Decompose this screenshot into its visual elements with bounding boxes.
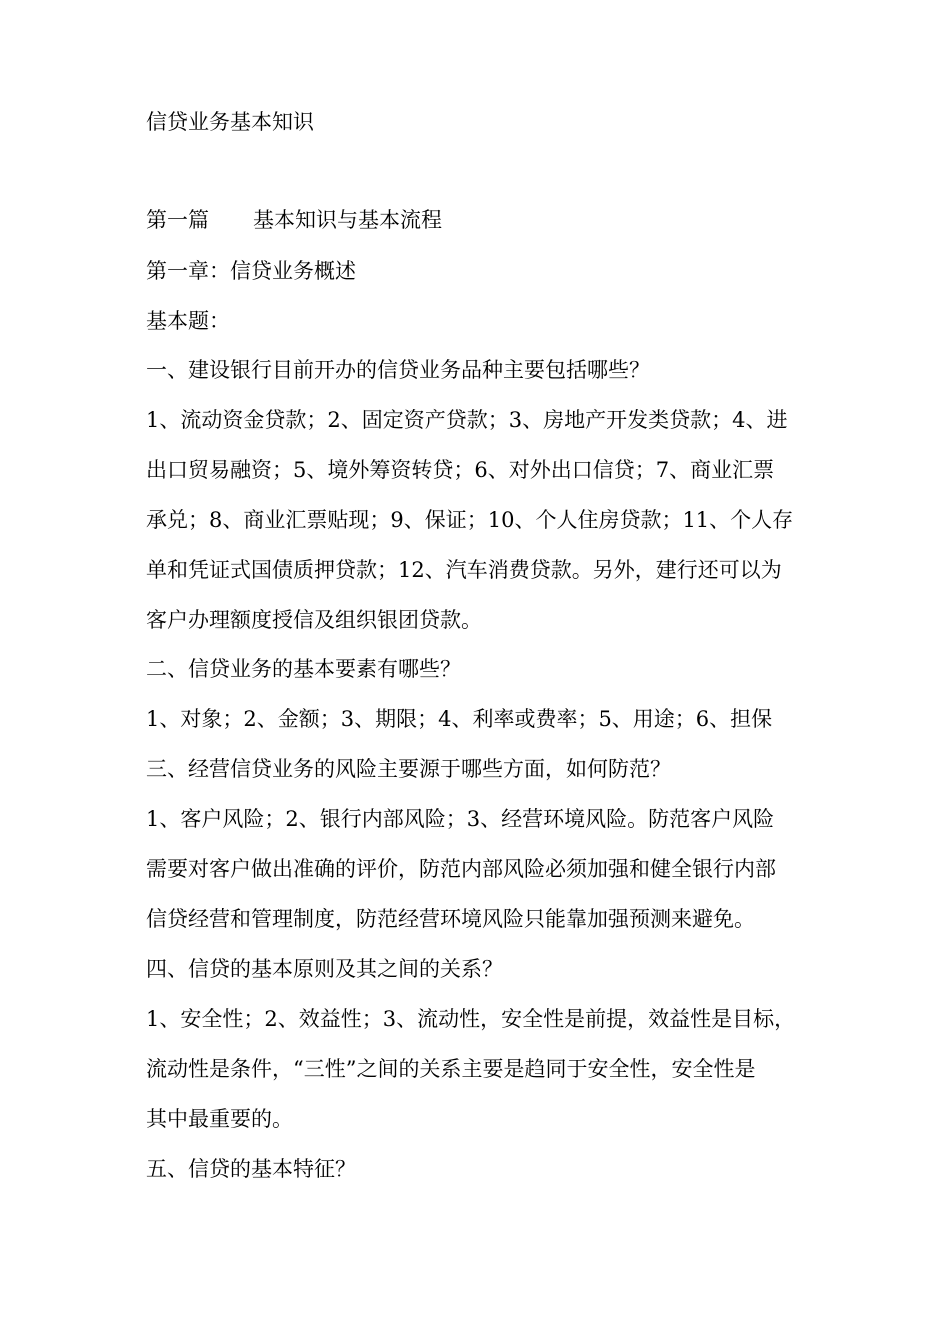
question-1: 一、建设银行目前开办的信贷业务品种主要包括哪些？ — [146, 358, 650, 382]
question-4: 四、信贷的基本原则及其之间的关系？ — [146, 957, 503, 981]
answer-4-line: 流动性是条件，“三性”之间的关系主要是趋同于安全性，安全性是 — [146, 1057, 756, 1081]
answer-1-line: 客户办理额度授信及组织银团贷款。 — [146, 608, 482, 632]
answer-3-line: 1、客户风险；2、银行内部风险；3、经营环境风险。防范客户风险 — [146, 807, 775, 831]
document-title: 信贷业务基本知识 — [146, 110, 314, 134]
answer-4-line: 其中最重要的。 — [146, 1107, 293, 1131]
part-label: 第一篇 — [146, 208, 209, 232]
answer-3-line: 需要对客户做出准确的评价，防范内部风险必须加强和健全银行内部 — [146, 857, 776, 881]
part-heading — [146, 206, 442, 234]
answer-4-line: 1、安全性；2、效益性；3、流动性，安全性是前提，效益性是目标， — [146, 1007, 796, 1031]
answer-3-line: 信贷经营和管理制度，防范经营环境风险只能靠加强预测来避免。 — [146, 907, 755, 931]
question-2: 二、信贷业务的基本要素有哪些？ — [146, 657, 461, 681]
section-label: 基本题： — [146, 309, 230, 333]
question-3: 三、经营信贷业务的风险主要源于哪些方面，如何防范？ — [146, 757, 671, 781]
answer-1-line: 1、流动资金贷款；2、固定资产贷款；3、房地产开发类贷款；4、进 — [146, 408, 788, 432]
answer-1-line: 承兑；8、商业汇票贴现；9、保证；10、个人住房贷款；11、个人存 — [146, 508, 794, 532]
chapter-heading: 第一章：信贷业务概述 — [146, 259, 356, 283]
answer-1-line: 出口贸易融资；5、境外筹资转贷；6、对外出口信贷；7、商业汇票 — [146, 458, 775, 482]
question-5: 五、信贷的基本特征？ — [146, 1157, 356, 1181]
part-title: 基本知识与基本流程 — [253, 208, 442, 232]
answer-1-line: 单和凭证式国债质押贷款；12、汽车消费贷款。另外，建行还可以为 — [146, 558, 782, 582]
answer-2-line: 1、对象；2、金额；3、期限；4、利率或费率；5、用途；6、担保 — [146, 707, 773, 731]
